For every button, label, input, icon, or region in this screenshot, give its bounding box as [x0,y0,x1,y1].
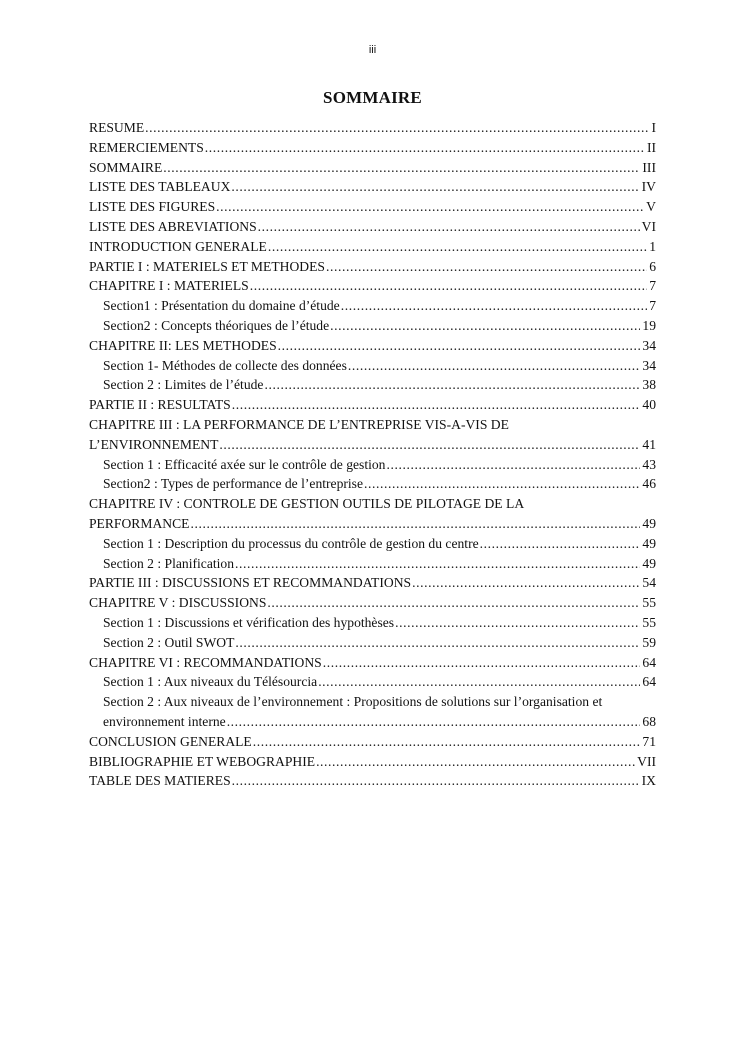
table-of-contents [89,118,656,791]
toc-entry-liste-figures[interactable] [89,197,656,217]
toc-entry-label: CHAPITRE I : MATERIELS [89,278,249,294]
dot-leader [219,435,640,455]
toc-entry-label: TABLE DES MATIERES [89,773,231,789]
toc-entry-chapitre-2-section-1[interactable] [89,356,656,376]
toc-entry-label: Section 2 : Outil SWOT [103,634,235,650]
toc-entry-label: CONCLUSION GENERALE [89,733,252,749]
toc-entry-page: 55 [642,614,656,630]
page-number: iii [368,44,377,56]
toc-entry-chapitre-4-section-2[interactable] [89,554,656,574]
dot-leader [253,732,641,752]
toc-entry-label: CHAPITRE II: LES METHODES [89,337,277,353]
toc-entry-label: Section 1 : Efficacité axée sur le contrôle de gestion [103,456,386,472]
dot-leader [235,554,640,574]
toc-entry-chapitre-1[interactable] [89,276,656,296]
toc-entry-page: 59 [642,634,656,650]
dot-leader [395,613,640,633]
dot-leader [323,653,641,673]
toc-entry-chapitre-6-section-2[interactable] [89,712,656,732]
toc-entry-page: IX [641,773,656,789]
toc-entry-partie-3[interactable] [89,573,656,593]
toc-entry-chapitre-3-section-2[interactable] [89,474,656,494]
dot-leader [163,158,640,178]
toc-entry-page: 64 [642,654,656,670]
toc-entry-table-matieres[interactable] [89,771,656,791]
toc-entry-liste-abreviations[interactable] [89,217,656,237]
dot-leader [268,237,647,257]
toc-entry-page: 55 [642,595,656,611]
toc-entry-label: Section 1 : Aux niveaux du Télésourcia [103,674,318,690]
toc-entry-label: environnement interne [103,713,226,729]
toc-entry-sommaire[interactable] [89,158,656,178]
toc-entry-page: 38 [642,377,656,393]
dot-leader [326,257,647,277]
toc-entry-page: 46 [642,476,656,492]
dot-leader [341,296,648,316]
toc-entry-page: 34 [642,337,656,353]
toc-entry-chapitre-1-section-1[interactable] [89,296,656,316]
toc-entry-page: I [651,120,656,135]
toc-entry-chapitre-4[interactable] [89,514,656,534]
toc-entry-label: SOMMAIRE [89,159,163,175]
toc-entry-label: Section2 : Types de performance de l’entreprise [103,476,363,492]
toc-entry-remerciements[interactable] [89,138,656,158]
toc-entry-chapitre-3-section-1[interactable] [89,455,656,475]
toc-entry-page: 49 [642,535,656,551]
toc-entry-page: 71 [642,733,656,749]
toc-entry-label: INTRODUCTION GENERALE [89,238,267,254]
dot-leader [216,197,644,217]
toc-entry-label: RESUME [89,120,145,135]
toc-entry-label: LISTE DES ABREVIATIONS [89,218,257,234]
dot-leader [480,534,641,554]
toc-entry-resume[interactable] [89,118,656,138]
dot-leader [205,138,645,158]
toc-entry-label: BIBLIOGRAPHIE ET WEBOGRAPHIE [89,753,316,769]
toc-entry-chapitre-5-section-1[interactable] [89,613,656,633]
toc-entry-label: Section 1 : Discussions et vérification des hypothèses [103,614,395,630]
toc-entry-page: 1 [649,238,656,254]
toc-entry-chapitre-3-first-line[interactable]: CHAPITRE III : LA PERFORMANCE DE L’ENTREPRISE VIS-A-VIS DE [89,416,509,432]
toc-entry-chapitre-2-section-2[interactable] [89,375,656,395]
toc-entry-label: LISTE DES FIGURES [89,199,216,215]
dot-leader [232,395,641,415]
toc-entry-label: PARTIE III : DISCUSSIONS ET RECOMMANDATIONS [89,575,412,591]
toc-entry-page: 64 [642,674,656,690]
toc-entry-page: 43 [642,456,656,472]
toc-entry-chapitre-4-section-1[interactable] [89,534,656,554]
toc-entry-partie-1[interactable] [89,257,656,277]
toc-entry-chapitre-3[interactable] [89,435,656,455]
toc-entry-chapitre-6-section-2-first-line[interactable]: Section 2 : Aux niveaux de l’environnement : Propositions de solutions sur l’organisation et [103,694,603,710]
toc-entry-page: 40 [642,397,656,413]
toc-entry-page: 7 [649,298,656,314]
toc-entry-chapitre-6[interactable] [89,653,656,673]
dot-leader [318,672,640,692]
toc-entry-page: 54 [642,575,656,591]
toc-entry-label: PARTIE II : RESULTATS [89,397,231,413]
toc-entry-chapitre-2[interactable] [89,336,656,356]
toc-entry-label: PERFORMANCE [89,515,190,531]
toc-entry-label: Section 1 : Description du processus du contrôle de gestion du centre [103,535,479,551]
dot-leader [412,573,640,593]
dot-leader [250,276,647,296]
toc-entry-chapitre-5-section-2[interactable] [89,633,656,653]
toc-entry-page: 49 [642,515,656,531]
dot-leader [278,336,641,356]
toc-entry-liste-tableaux[interactable] [89,177,656,197]
dot-leader [264,375,640,395]
toc-entry-label: Section 1- Méthodes de collecte des données [103,357,347,373]
dot-leader [267,593,640,613]
toc-entry-page: IV [641,179,656,195]
dot-leader [190,514,640,534]
dot-leader [364,474,640,494]
toc-entry-bibliographie[interactable] [89,752,656,772]
toc-entry-page: VI [641,218,656,234]
toc-entry-introduction[interactable] [89,237,656,257]
toc-entry-label: Section 2 : Limites de l’étude [103,377,264,393]
toc-entry-label: Section 2 : Planification [103,555,235,571]
dot-leader [316,752,635,772]
toc-entry-label: L’ENVIRONNEMENT [89,436,219,452]
toc-entry-conclusion[interactable] [89,732,656,752]
toc-entry-page: II [646,139,656,155]
toc-entry-page: 41 [642,436,656,452]
dot-leader [386,455,640,475]
dot-leader [235,633,640,653]
dot-leader [258,217,640,237]
toc-entry-page: V [646,199,656,215]
toc-entry-label: CHAPITRE V : DISCUSSIONS [89,595,267,611]
toc-entry-label: LISTE DES TABLEAUX [89,179,231,195]
dot-leader [348,356,641,376]
toc-entry-label: Section2 : Concepts théoriques de l’étude [103,317,330,333]
toc-entry-chapitre-6-section-1[interactable] [89,672,656,692]
dot-leader [232,771,640,791]
dot-leader [330,316,640,336]
toc-entry-label: CHAPITRE VI : RECOMMANDATIONS [89,654,322,670]
toc-entry-page: 68 [642,713,656,729]
page-title: SOMMAIRE [323,88,422,107]
toc-entry-label: Section1 : Présentation du domaine d’étude [103,298,340,314]
toc-entry-page: 19 [642,317,656,333]
toc-entry-chapitre-1-section-2[interactable] [89,316,656,336]
toc-entry-chapitre-4-first-line[interactable]: CHAPITRE IV : CONTROLE DE GESTION OUTILS DE PILOTAGE DE LA [89,496,525,512]
toc-entry-label: REMERCIEMENTS [89,139,204,155]
toc-entry-page: 7 [649,278,656,294]
dot-leader [231,177,639,197]
toc-entry-page: III [642,159,656,175]
toc-entry-chapitre-5[interactable] [89,593,656,613]
toc-entry-page: 6 [649,258,656,274]
dot-leader [145,118,649,138]
toc-entry-partie-2[interactable] [89,395,656,415]
toc-entry-page: VII [637,753,656,769]
toc-entry-page: 49 [642,555,656,571]
dot-leader [227,712,641,732]
toc-entry-label: PARTIE I : MATERIELS ET METHODES [89,258,325,274]
toc-entry-page: 34 [642,357,656,373]
